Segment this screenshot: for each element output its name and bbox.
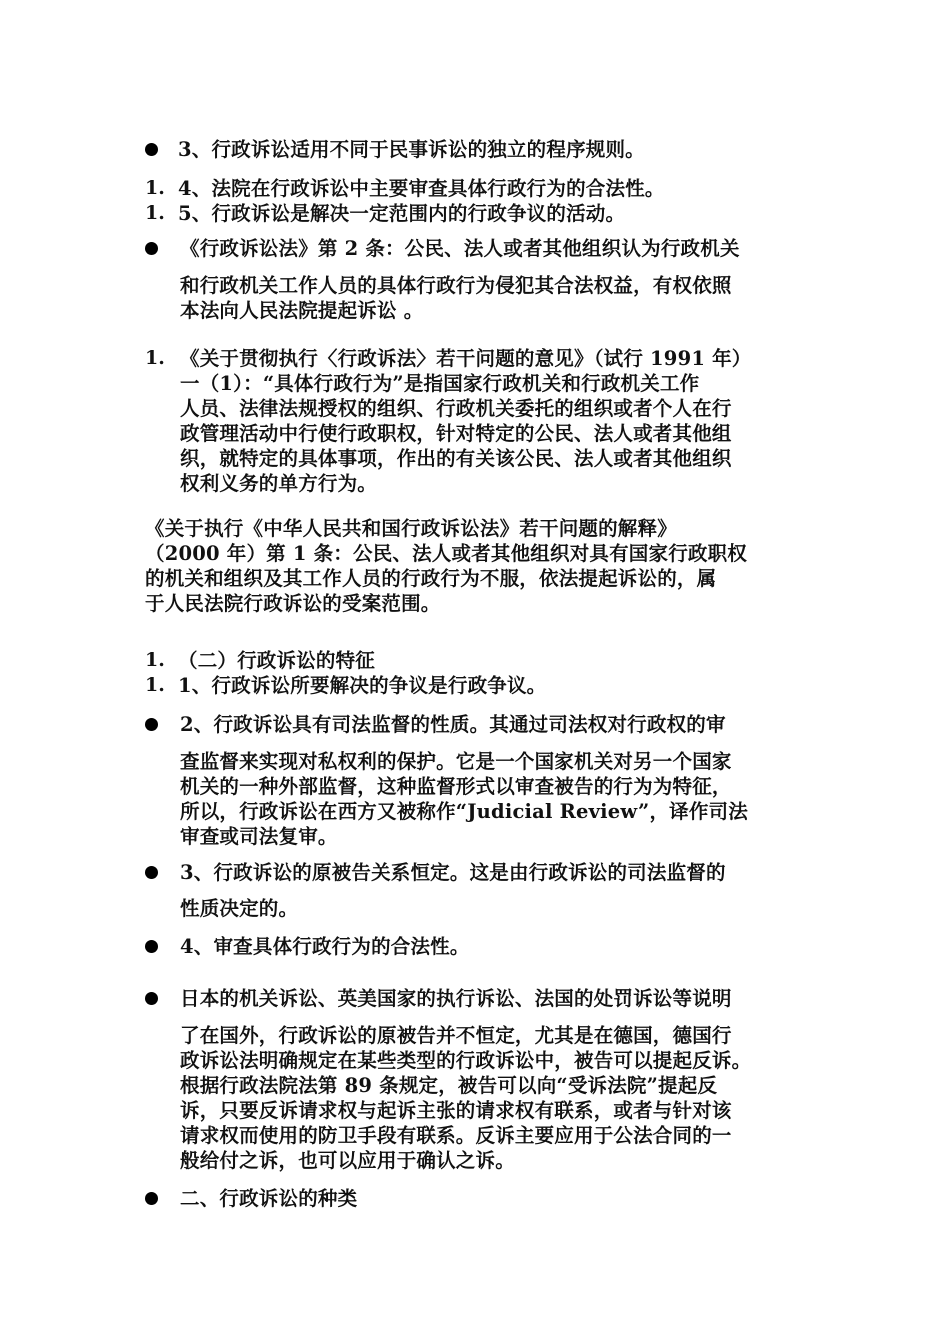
- bullet-dot-icon: [145, 242, 158, 255]
- list-number: 1.: [145, 649, 165, 671]
- text-line: 日本的机关诉讼、英美国家的执行诉讼、法国的处罚诉讼等说明: [180, 987, 732, 1010]
- text-line: 于人民法院行政诉讼的受案范围。: [145, 592, 441, 615]
- list-number: 1.: [145, 347, 165, 369]
- text-line: 2、行政诉讼具有司法监督的性质。其通过司法权对行政权的审: [180, 713, 726, 736]
- text-line: 政管理活动中行使行政职权，针对特定的公民、法人或者其他组: [180, 422, 732, 445]
- text-line: 二、行政诉讼的种类: [180, 1187, 358, 1210]
- text-line: 诉，只要反诉请求权与起诉主张的请求权有联系，或者与针对该: [180, 1099, 732, 1122]
- text-line: 人员、法律法规授权的组织、行政机关委托的组织或者个人在行: [180, 397, 732, 420]
- text-line: 5、行政诉讼是解决一定范围内的行政争议的活动。: [178, 202, 626, 225]
- text-line: 和行政机关工作人员的具体行政行为侵犯其合法权益，有权依照: [180, 274, 732, 297]
- text-line: 的机关和组织及其工作人员的行政行为不服，依法提起诉讼的，属: [145, 567, 717, 590]
- text-line: 所以，行政诉讼在西方又被称作“Judicial Review”，译作司法: [180, 800, 748, 823]
- text-line: 《关于执行《中华人民共和国行政诉讼法》若干问题的解释》: [145, 517, 677, 540]
- bullet-dot-icon: [145, 143, 158, 156]
- text-line: 根据行政法院法第 89 条规定，被告可以向“受诉法院”提起反: [180, 1074, 718, 1097]
- text-line: 织，就特定的具体事项，作出的有关该公民、法人或者其他组织: [180, 447, 732, 470]
- bullet-dot-icon: [145, 718, 158, 731]
- bullet-dot-icon: [145, 992, 158, 1005]
- bullet-dot-icon: [145, 940, 158, 953]
- text-line: 《行政诉讼法》第 2 条：公民、法人或者其他组织认为行政机关: [180, 237, 740, 260]
- text-line: 《关于贯彻执行〈行政诉法〉若干问题的意见》（试行 1991 年）: [180, 347, 752, 370]
- text-line: 4、法院在行政诉讼中主要审查具体行政行为的合法性。: [178, 177, 665, 200]
- bullet-dot-icon: [145, 866, 158, 879]
- text-line: 本法向人民法院提起诉讼 。: [180, 299, 424, 322]
- text-line: （2000 年）第 1 条：公民、法人或者其他组织对具有国家行政职权: [145, 542, 748, 565]
- text-line: 权利义务的单方行为。: [180, 472, 378, 495]
- text-line: 政诉讼法明确规定在某些类型的行政诉讼中，被告可以提起反诉。: [180, 1049, 752, 1072]
- text-line: （二）行政诉讼的特征: [178, 649, 376, 672]
- list-number: 1.: [145, 177, 165, 199]
- text-line: 性质决定的。: [180, 897, 299, 920]
- text-line: 审查或司法复审。: [180, 825, 338, 848]
- list-number: 1.: [145, 674, 165, 696]
- list-number: 1.: [145, 202, 165, 224]
- text-line: 查监督来实现对私权利的保护。它是一个国家机关对另一个国家: [180, 750, 732, 773]
- text-line: 请求权而使用的防卫手段有联系。反诉主要应用于公法合同的一: [180, 1124, 732, 1147]
- text-line: 4、审查具体行政行为的合法性。: [180, 935, 470, 958]
- text-line: 3、行政诉讼的原被告关系恒定。这是由行政诉讼的司法监督的: [180, 861, 726, 884]
- text-line: 般给付之诉，也可以应用于确认之诉。: [180, 1149, 515, 1172]
- text-line: 了在国外，行政诉讼的原被告并不恒定，尤其是在德国，德国行: [180, 1024, 732, 1047]
- text-line: 一（1）：“具体行政行为”是指国家行政机关和行政机关工作: [180, 372, 700, 395]
- text-line: 机关的一种外部监督，这种监督形式以审查被告的行为为特征，: [180, 775, 732, 798]
- text-line: 3、行政诉讼适用不同于民事诉讼的独立的程序规则。: [178, 138, 645, 161]
- text-line: 1、行政诉讼所要解决的争议是行政争议。: [178, 674, 547, 697]
- bullet-dot-icon: [145, 1192, 158, 1205]
